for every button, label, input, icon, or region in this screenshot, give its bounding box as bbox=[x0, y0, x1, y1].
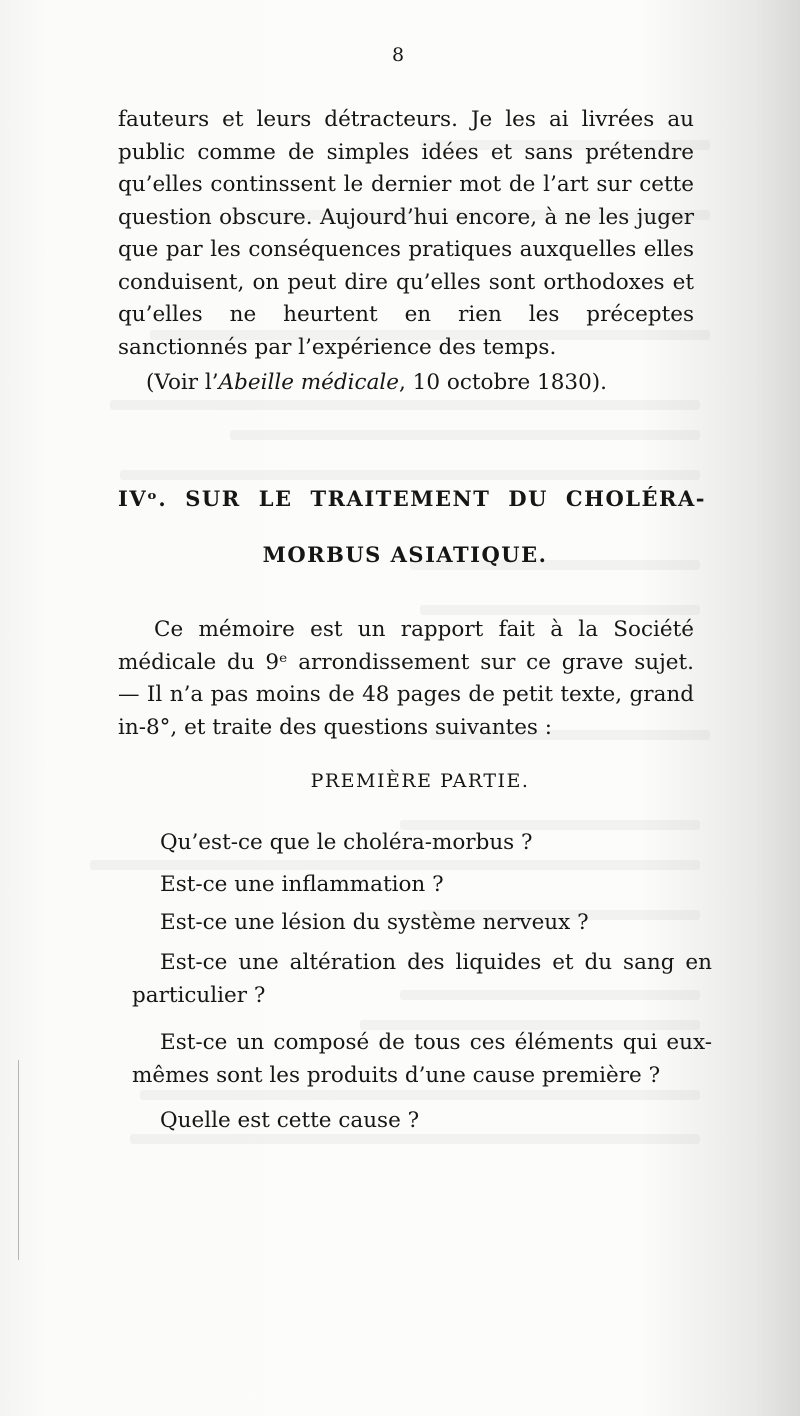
paragraph-2: Ce mémoire est un rapport fait à la Société médicale du 9ᵉ arrondissement sur ce grave sujet. — Il n’a pas moins de 48 pages de petit texte, grand in-8°, et traite des questions suivantes : bbox=[118, 617, 694, 740]
reference-journal: Abeille médicale bbox=[218, 370, 400, 395]
question-item: Quelle est cette cause ? bbox=[160, 1108, 420, 1133]
reference-prefix: (Voir l’ bbox=[146, 370, 219, 395]
question-item: Est-ce un composé de tous ces éléments qui eux-mêmes sont les produits d’une cause première ? bbox=[132, 1030, 712, 1088]
paragraph-1: fauteurs et leurs détracteurs. Je les ai livrées au public comme de simples idées et sans prétendre qu’elles continssent le dernier mot de l’art sur cette question obscure. Aujourd’hui encore, à ne les juger que par les conséquences pratiques auxquelles elles conduisent, on peut dire qu’elles sont orthodoxes et qu’elles ne heurtent en rien les préceptes sanctionnés par l’expérience des temps. bbox=[118, 107, 694, 360]
question-item: Est-ce une altération des liquides et du sang en particulier ? bbox=[132, 950, 712, 1008]
page-number: 8 bbox=[392, 44, 406, 66]
reference-suffix: , 10 octobre 1830). bbox=[399, 370, 607, 395]
question-item: Est-ce une inflammation ? bbox=[160, 872, 444, 897]
question-item: Qu’est-ce que le choléra-morbus ? bbox=[160, 830, 533, 855]
page-edge-mark bbox=[18, 1060, 19, 1260]
reference-citation bbox=[146, 368, 607, 398]
question-item: Est-ce une lésion du système nerveux ? bbox=[160, 910, 589, 935]
section-heading-line-2: MORBUS ASIATIQUE. bbox=[262, 542, 548, 567]
part-heading: PREMIÈRE PARTIE. bbox=[310, 770, 530, 792]
section-heading-line-1: IVᵒ. SUR LE TRAITEMENT DU CHOLÉRA- bbox=[118, 486, 706, 511]
